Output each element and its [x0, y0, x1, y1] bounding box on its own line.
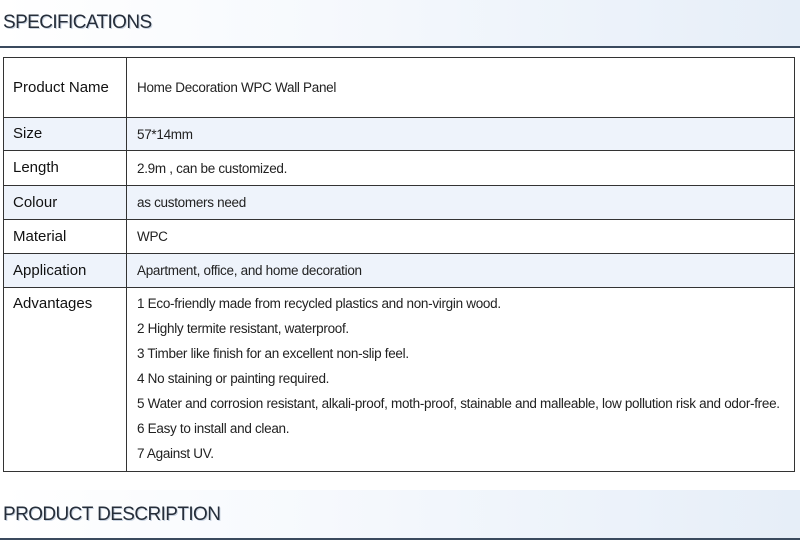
list-item: 6 Easy to install and clean. [137, 421, 290, 436]
row-label: Material [4, 220, 127, 254]
table-row-application [4, 254, 795, 288]
table-row-material [4, 220, 795, 254]
specifications-table [3, 57, 795, 472]
row-label: Product Name [4, 58, 127, 118]
table-row-size [4, 118, 795, 151]
row-value: Apartment, office, and home decoration [127, 254, 795, 288]
list-item: 2 Highly termite resistant, waterproof. [137, 321, 349, 336]
list-item: 3 Timber like finish for an excellent non-slip feel. [137, 346, 409, 361]
specifications-header [0, 0, 800, 48]
row-value [127, 288, 795, 472]
row-value: 2.9m , can be customized. [127, 151, 795, 186]
list-item: 5 Water and corrosion resistant, alkali-proof, moth-proof, stainable and malleable, low pollution risk and odor-free. [137, 396, 780, 411]
advantages-list [137, 288, 794, 471]
row-value: as customers need [127, 186, 795, 220]
product-description-title: PRODUCT DESCRIPTION [3, 504, 221, 525]
list-item: 7 Against UV. [137, 446, 214, 461]
row-label: Length [4, 151, 127, 186]
table-row-advantages [4, 288, 795, 472]
row-label: Advantages [4, 288, 127, 472]
row-value: Home Decoration WPC Wall Panel [127, 58, 795, 118]
table-row-colour [4, 186, 795, 220]
row-value: WPC [127, 220, 795, 254]
row-label: Application [4, 254, 127, 288]
table-row-product-name [4, 58, 795, 118]
row-label: Colour [4, 186, 127, 220]
row-value: 57*14mm [127, 118, 795, 151]
product-description-header [0, 490, 800, 540]
list-item: 1 Eco-friendly made from recycled plastics and non-virgin wood. [137, 296, 501, 311]
table-row-length [4, 151, 795, 186]
list-item: 4 No staining or painting required. [137, 371, 330, 386]
specifications-title: SPECIFICATIONS [3, 12, 152, 33]
row-label: Size [4, 118, 127, 151]
